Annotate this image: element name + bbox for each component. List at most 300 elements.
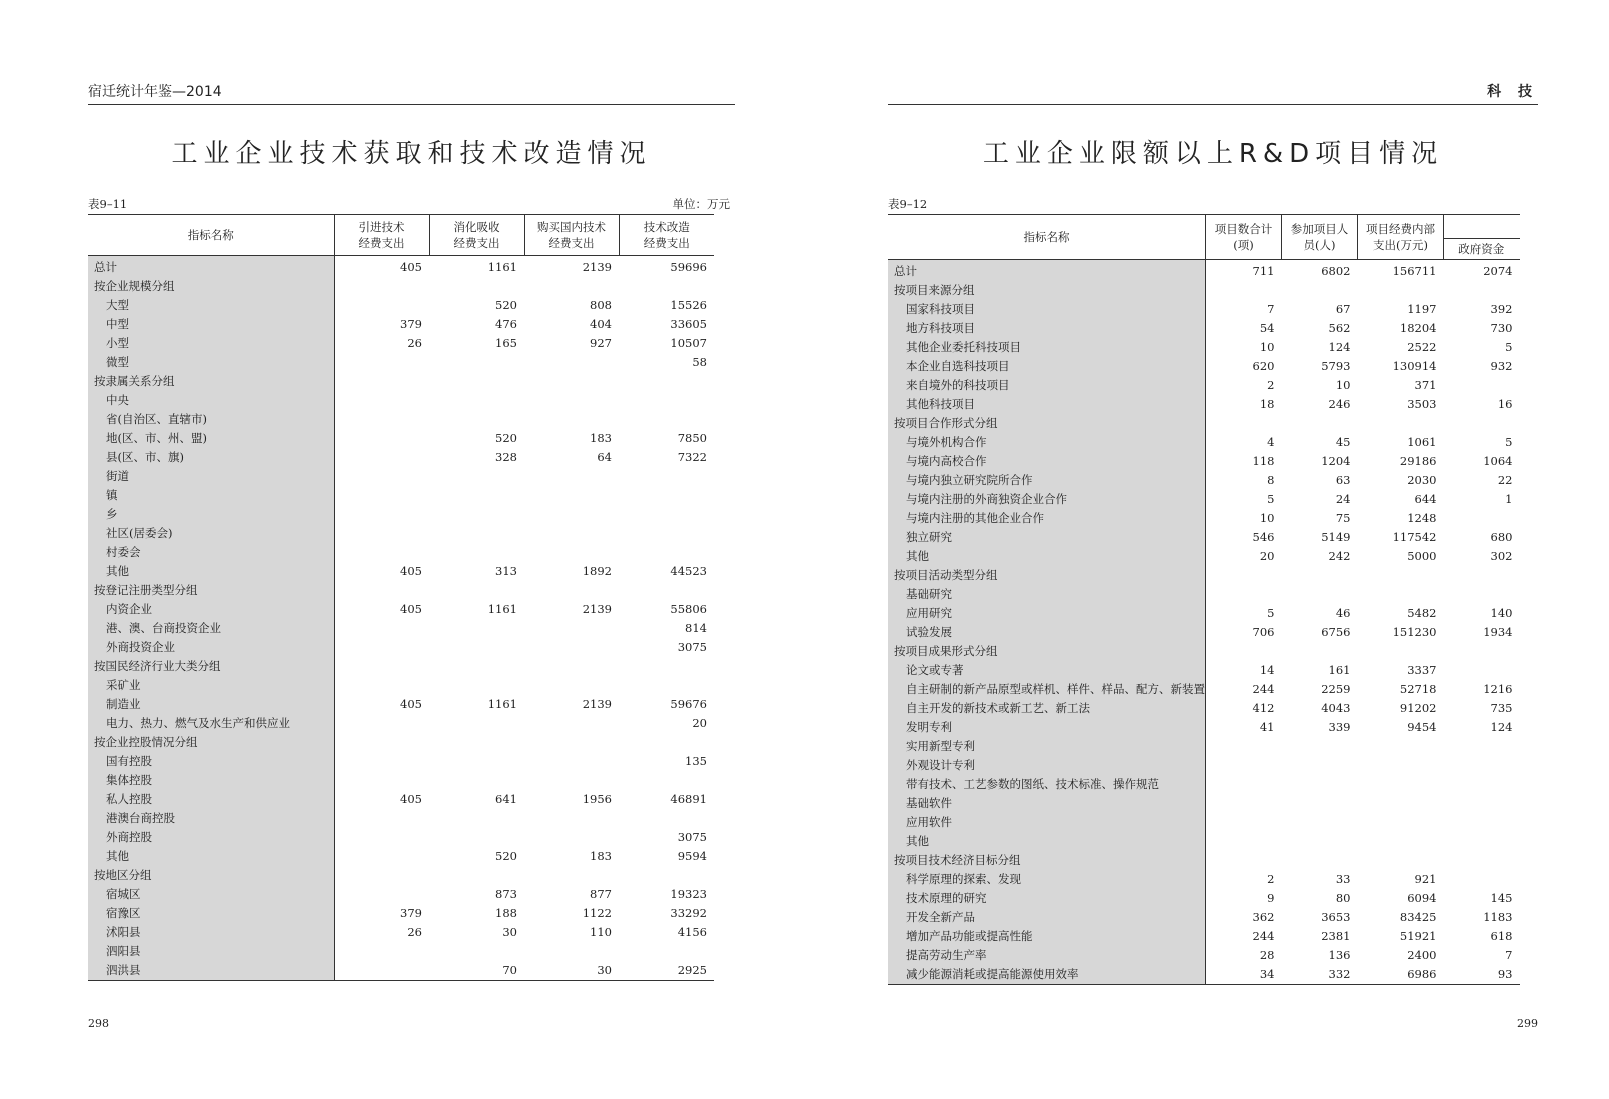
table-cell: 130914 [1392, 359, 1437, 373]
table-cell [429, 410, 524, 429]
table-cell: 405 [400, 697, 422, 711]
row-label: 制造业 [88, 695, 334, 714]
table-cell: 183 [590, 849, 612, 863]
table-cell: 3653 [1321, 910, 1351, 924]
table-cell [1282, 813, 1358, 832]
table-cell: 5482 [1407, 606, 1437, 620]
table-cell [1444, 566, 1520, 585]
table-row [88, 657, 714, 676]
table-row [888, 433, 1520, 452]
table-cell [1358, 414, 1444, 433]
table-cell: 371 [1414, 378, 1437, 392]
table-cell: 1956 [582, 792, 612, 806]
table-cell [1444, 737, 1520, 756]
table-cell [524, 410, 619, 429]
row-label: 按企业控股情况分组 [88, 733, 334, 752]
table-cell [1444, 775, 1520, 794]
table-cell [334, 448, 429, 467]
table-row [888, 414, 1520, 433]
table-row [888, 376, 1520, 395]
table-cell [429, 828, 524, 847]
table-row [88, 771, 714, 790]
table-cell [429, 771, 524, 790]
row-label: 减少能源消耗或提高能源使用效率 [888, 965, 1206, 985]
table-cell [524, 581, 619, 600]
table-row [888, 471, 1520, 490]
table-row [88, 353, 714, 372]
table-cell: 58 [692, 355, 707, 369]
table-cell: 10507 [670, 336, 707, 350]
table-cell: 362 [1252, 910, 1275, 924]
table-cell: 5793 [1321, 359, 1351, 373]
table-cell: 1197 [1407, 302, 1437, 316]
table-cell [524, 657, 619, 676]
table-cell [334, 410, 429, 429]
table-cell: 52718 [1399, 682, 1437, 696]
table-cell [334, 372, 429, 391]
row-label: 自主开发的新技术或新工艺、新工法 [888, 699, 1206, 718]
table-cell: 873 [495, 887, 517, 901]
table-cell [334, 524, 429, 543]
table-row [888, 528, 1520, 547]
table-cell: 83425 [1399, 910, 1437, 924]
table-cell: 2074 [1483, 264, 1513, 278]
table-cell [429, 372, 524, 391]
table-cell: 4 [1267, 435, 1275, 449]
table-cell: 3503 [1407, 397, 1437, 411]
table-row [88, 733, 714, 752]
table-cell: 405 [400, 260, 422, 274]
table-cell [1282, 737, 1358, 756]
table-row [888, 661, 1520, 680]
table-cell [524, 942, 619, 961]
row-label: 港澳台商控股 [88, 809, 334, 828]
table-cell [1444, 642, 1520, 661]
row-label: 与境内高校合作 [888, 452, 1206, 471]
page-number: 299 [1517, 1017, 1538, 1030]
table-cell: 412 [1252, 701, 1275, 715]
table-row [888, 604, 1520, 623]
table-cell: 67 [1335, 302, 1351, 316]
table-cell: 46 [1335, 606, 1351, 620]
table-cell: 2522 [1407, 340, 1437, 354]
table-cell: 44523 [670, 564, 707, 578]
table-cell: 55806 [670, 602, 707, 616]
table-cell: 135 [685, 754, 707, 768]
table-cell [429, 809, 524, 828]
row-label: 社区(居委会) [88, 524, 334, 543]
table-cell: 64 [597, 450, 612, 464]
table-cell: 24 [1335, 492, 1351, 506]
table-cell [524, 524, 619, 543]
table-cell: 70 [502, 963, 517, 977]
table-cell: 63 [1335, 473, 1351, 487]
table-row [88, 866, 714, 885]
row-label: 应用研究 [888, 604, 1206, 623]
table-row [88, 676, 714, 695]
column-header: 参加项目人 员(人) [1282, 215, 1358, 260]
row-label: 按项目合作形式分组 [888, 414, 1206, 433]
table-cell [524, 391, 619, 410]
table-row [88, 942, 714, 961]
table-cell: 156711 [1392, 264, 1437, 278]
table-row [888, 452, 1520, 471]
table-cell [429, 676, 524, 695]
table-cell [1444, 414, 1520, 433]
table-cell: 1061 [1407, 435, 1437, 449]
table-cell [334, 733, 429, 752]
table-row [888, 832, 1520, 851]
table-row [888, 490, 1520, 509]
table-cell: 618 [1490, 929, 1513, 943]
row-label: 与境内独立研究院所合作 [888, 471, 1206, 490]
table-cell: 28 [1259, 948, 1275, 962]
table-cell: 41 [1259, 720, 1275, 734]
table-cell: 7322 [677, 450, 707, 464]
row-label: 其他 [888, 547, 1206, 566]
table-cell: 9594 [677, 849, 707, 863]
table-cell: 244 [1252, 682, 1275, 696]
table-cell: 33 [1335, 872, 1351, 886]
table-cell [619, 505, 714, 524]
table-cell [429, 714, 524, 733]
table-row [88, 885, 714, 904]
table-cell [619, 733, 714, 752]
table-cell [1206, 642, 1282, 661]
table-cell: 680 [1490, 530, 1513, 544]
table-row [88, 619, 714, 638]
table-cell [1358, 775, 1444, 794]
table-cell: 2 [1267, 872, 1275, 886]
row-label: 中央 [88, 391, 334, 410]
column-header: 引进技术 经费支出 [334, 215, 429, 256]
table-cell: 5 [1267, 492, 1275, 506]
table-row [888, 927, 1520, 946]
table-cell [1358, 813, 1444, 832]
table-cell [334, 619, 429, 638]
table-cell: 75 [1335, 511, 1351, 525]
row-label: 自主研制的新产品原型或样机、样件、样品、配方、新装置 [888, 680, 1206, 699]
table-cell: 520 [495, 431, 517, 445]
table-cell [334, 828, 429, 847]
table-cell: 118 [1252, 454, 1275, 468]
table-cell [429, 733, 524, 752]
data-table [88, 214, 714, 981]
table-cell [619, 391, 714, 410]
table-cell [1444, 851, 1520, 870]
table-cell [334, 752, 429, 771]
table-cell [429, 657, 524, 676]
table-row [888, 756, 1520, 775]
table-cell: 124 [1328, 340, 1351, 354]
table-cell [429, 638, 524, 657]
row-label: 其他 [88, 562, 334, 581]
row-label: 镇 [88, 486, 334, 505]
table-row [888, 813, 1520, 832]
table-cell [429, 543, 524, 562]
row-label: 国家科技项目 [888, 300, 1206, 319]
table-cell [1358, 642, 1444, 661]
table-cell: 45 [1335, 435, 1351, 449]
table-row [88, 429, 714, 448]
row-label: 其他科技项目 [888, 395, 1206, 414]
row-label: 其他企业委托科技项目 [888, 338, 1206, 357]
table-cell: 80 [1335, 891, 1351, 905]
table-cell: 151230 [1392, 625, 1437, 639]
table-row [88, 638, 714, 657]
table-cell: 20 [1259, 549, 1275, 563]
table-row [888, 680, 1520, 699]
row-label: 沭阳县 [88, 923, 334, 942]
row-label: 地(区、市、州、盟) [88, 429, 334, 448]
table-cell [334, 429, 429, 448]
table-cell [1206, 737, 1282, 756]
table-cell [1444, 832, 1520, 851]
table-header-row [88, 215, 714, 256]
row-label: 泗阳县 [88, 942, 334, 961]
row-label: 宿城区 [88, 885, 334, 904]
table-row [88, 714, 714, 733]
table-cell [1206, 566, 1282, 585]
table-cell: 188 [495, 906, 517, 920]
table-row [88, 467, 714, 486]
table-cell [1358, 832, 1444, 851]
table-cell [619, 467, 714, 486]
table-row [888, 623, 1520, 642]
table-cell [334, 961, 429, 981]
row-label: 其他 [888, 832, 1206, 851]
table-row [88, 505, 714, 524]
table-cell [429, 524, 524, 543]
table-cell: 10 [1335, 378, 1351, 392]
table-cell [524, 638, 619, 657]
table-cell: 145 [1490, 891, 1513, 905]
table-cell: 1161 [487, 260, 517, 274]
table-cell [334, 676, 429, 695]
table-cell [619, 809, 714, 828]
table-cell [1358, 281, 1444, 300]
table-cell [619, 543, 714, 562]
row-label: 与境外机构合作 [888, 433, 1206, 452]
row-label: 来自境外的科技项目 [888, 376, 1206, 395]
table-row [88, 391, 714, 410]
table-cell: 161 [1328, 663, 1351, 677]
table-cell [1206, 813, 1282, 832]
table-cell [1358, 756, 1444, 775]
row-label: 与境内注册的外商独资企业合作 [888, 490, 1206, 509]
table-cell [429, 467, 524, 486]
column-header: 项目经费内部 支出(万元) [1358, 215, 1444, 260]
table-cell: 1183 [1483, 910, 1513, 924]
table-cell [1282, 281, 1358, 300]
row-label: 基础研究 [888, 585, 1206, 604]
table-row [888, 509, 1520, 528]
table-cell: 91202 [1399, 701, 1437, 715]
table-cell: 405 [400, 792, 422, 806]
table-cell: 379 [400, 317, 422, 331]
table-cell: 9 [1267, 891, 1275, 905]
table-cell: 5 [1505, 340, 1513, 354]
table-cell: 20 [692, 716, 707, 730]
table-cell [334, 638, 429, 657]
table-cell: 117542 [1392, 530, 1437, 544]
table-row [88, 315, 714, 334]
table-cell: 1161 [487, 697, 517, 711]
table-cell: 1892 [582, 564, 612, 578]
table-cell [524, 505, 619, 524]
page-title: 工业企业限额以上R&D项目情况 [982, 139, 1444, 169]
table-row [888, 851, 1520, 870]
table-cell: 110 [590, 925, 612, 939]
table-cell [524, 714, 619, 733]
table-cell: 124 [1490, 720, 1513, 734]
table-cell [334, 391, 429, 410]
row-label: 小型 [88, 334, 334, 353]
table-cell [334, 866, 429, 885]
table-cell: 644 [1414, 492, 1437, 506]
row-label: 内资企业 [88, 600, 334, 619]
table-cell: 18 [1259, 397, 1275, 411]
table-cell: 30 [502, 925, 517, 939]
table-cell: 1122 [582, 906, 612, 920]
row-label: 县(区、市、旗) [88, 448, 334, 467]
row-label: 电力、热力、燃气及水生产和供应业 [88, 714, 334, 733]
column-header-label: 政府资金 [1443, 238, 1520, 259]
table-cell: 244 [1252, 929, 1275, 943]
table-cell: 246 [1328, 397, 1351, 411]
table-cell [524, 866, 619, 885]
table-row [888, 395, 1520, 414]
table-row [88, 600, 714, 619]
table-cell: 711 [1252, 264, 1275, 278]
row-label: 科学原理的探索、发现 [888, 870, 1206, 889]
table-cell: 2030 [1407, 473, 1437, 487]
table-row [888, 965, 1520, 985]
table-cell [1206, 832, 1282, 851]
table-row [888, 300, 1520, 319]
table-cell: 19323 [670, 887, 707, 901]
row-label: 独立研究 [888, 528, 1206, 547]
row-label: 其他 [88, 847, 334, 866]
row-label: 乡 [88, 505, 334, 524]
table-cell: 6986 [1407, 967, 1437, 981]
table-body [88, 256, 714, 981]
row-label: 大型 [88, 296, 334, 315]
table-cell [1282, 414, 1358, 433]
table-row [888, 319, 1520, 338]
table-cell [524, 467, 619, 486]
table-row [88, 961, 714, 981]
running-head-text: 科 技 [1487, 84, 1538, 100]
row-label: 实用新型专利 [888, 737, 1206, 756]
table-cell: 808 [590, 298, 612, 312]
row-label: 街道 [88, 467, 334, 486]
table-cell: 33292 [670, 906, 707, 920]
table-cell: 2381 [1321, 929, 1351, 943]
row-label: 发明专利 [888, 718, 1206, 737]
table-cell [1282, 566, 1358, 585]
table-cell [1282, 775, 1358, 794]
table-cell: 10 [1259, 511, 1275, 525]
table-row [888, 775, 1520, 794]
table-cell [334, 809, 429, 828]
table-row [88, 562, 714, 581]
row-label: 总计 [88, 256, 334, 278]
table-cell [334, 296, 429, 315]
table-cell: 10 [1259, 340, 1275, 354]
table-cell: 1161 [487, 602, 517, 616]
table-cell [334, 581, 429, 600]
table-cell: 877 [590, 887, 612, 901]
table-cell: 165 [495, 336, 517, 350]
table-cell [429, 505, 524, 524]
table-cell: 620 [1252, 359, 1275, 373]
table-row [888, 737, 1520, 756]
table-cell [524, 752, 619, 771]
table-cell: 2139 [582, 260, 612, 274]
table-row [88, 486, 714, 505]
table-cell: 59696 [670, 260, 707, 274]
unit-label: 单位：万元 [672, 197, 730, 211]
table-cell: 405 [400, 602, 422, 616]
table-row [88, 809, 714, 828]
table-cell [1444, 794, 1520, 813]
table-cell: 735 [1490, 701, 1513, 715]
table-cell: 520 [495, 298, 517, 312]
table-cell [524, 771, 619, 790]
table-cell [1444, 376, 1520, 395]
table-cell: 313 [495, 564, 517, 578]
table-row [88, 448, 714, 467]
row-label: 基础软件 [888, 794, 1206, 813]
table-cell: 927 [590, 336, 612, 350]
table-cell: 405 [400, 564, 422, 578]
table-cell: 93 [1497, 967, 1513, 981]
table-cell [1206, 281, 1282, 300]
table-cell: 404 [590, 317, 612, 331]
table-cell [619, 524, 714, 543]
table-cell [524, 372, 619, 391]
row-label: 按登记注册类型分组 [88, 581, 334, 600]
table-row [888, 260, 1520, 282]
table-cell: 16 [1497, 397, 1513, 411]
table-cell [429, 391, 524, 410]
table-cell [334, 486, 429, 505]
table-cell: 5000 [1407, 549, 1437, 563]
table-cell [429, 942, 524, 961]
table-cell [1206, 756, 1282, 775]
table-row [888, 547, 1520, 566]
table-cell [1282, 794, 1358, 813]
column-header: 指标名称 [888, 215, 1206, 260]
table-cell: 2139 [582, 697, 612, 711]
page-title: 工业企业技术获取和技术改造情况 [171, 139, 652, 169]
table-body [888, 260, 1520, 985]
table-cell [1282, 756, 1358, 775]
row-label: 泗洪县 [88, 961, 334, 981]
table-cell: 14 [1259, 663, 1275, 677]
row-label: 试验发展 [888, 623, 1206, 642]
table-cell [524, 809, 619, 828]
row-label: 私人控股 [88, 790, 334, 809]
table-number: 表9–12 [888, 197, 928, 211]
table-cell [524, 828, 619, 847]
row-label: 村委会 [88, 543, 334, 562]
table-row [88, 695, 714, 714]
column-header: 消化吸收 经费支出 [429, 215, 524, 256]
table-cell: 1 [1505, 492, 1513, 506]
table-cell [524, 543, 619, 562]
